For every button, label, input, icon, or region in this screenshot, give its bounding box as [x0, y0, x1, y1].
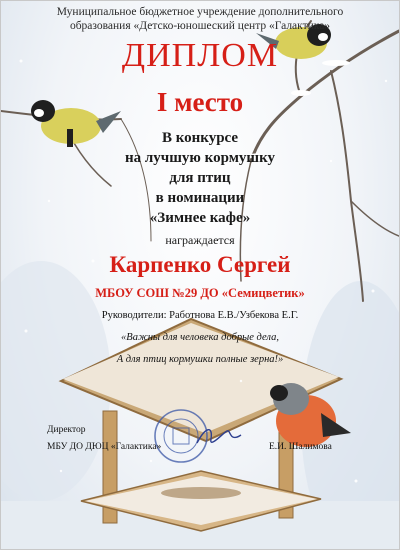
director-title: Директор — [47, 425, 86, 435]
competition-line3: для птиц — [169, 170, 231, 186]
recipient-name: Карпенко Сергей — [109, 252, 291, 277]
issuer-header-line1: Муниципальное бюджетное учреждение дополнительного — [56, 6, 344, 18]
competition-line4: в номинации — [155, 190, 245, 206]
nomination-name: «Зимнее кафе» — [149, 210, 251, 226]
competition-line2: на лучшую кормушку — [124, 150, 275, 166]
place-label: I место — [156, 87, 244, 117]
awarded-label: награждается — [165, 233, 235, 247]
quote-line2: А для птиц кормушки полные зерна!» — [116, 354, 284, 365]
issuer-header-line2: образования «Детско-юношеский центр «Галактика» — [69, 20, 331, 32]
competition-line1: В конкурсе — [161, 130, 239, 146]
director-name: Е.И. Шалимова — [269, 442, 332, 452]
leaders-line: Руководители: Работнова Е.В./Узбекова Е.Г. — [101, 310, 299, 321]
quote-line1: «Важны для человека добрые дела, — [121, 332, 279, 343]
school-name: МБОУ СОШ №29 ДО «Семицветик» — [95, 286, 305, 300]
director-organization: МБУ ДО ДЮЦ «Галактика» — [47, 442, 162, 452]
diploma-title: ДИПЛОМ — [121, 37, 279, 74]
issuer-header — [1, 5, 399, 33]
